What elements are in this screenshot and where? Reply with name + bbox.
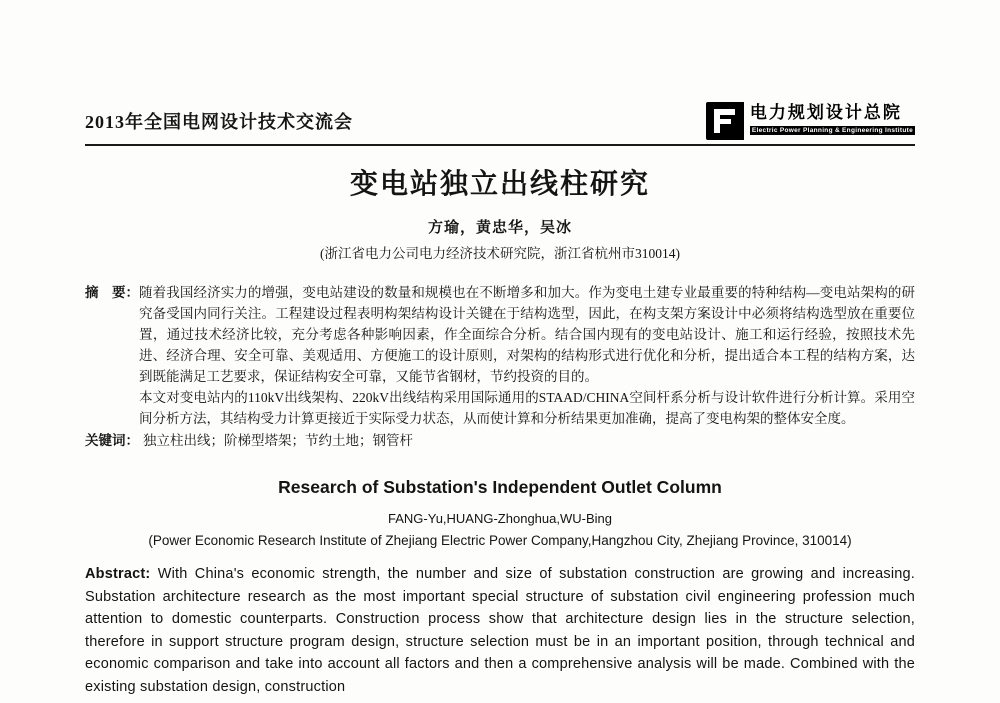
institute-logo — [706, 102, 915, 140]
paper-title-en: Research of Substation's Independent Outlet Column — [278, 477, 722, 497]
abstract-en — [85, 563, 915, 698]
keywords-cn-label: 关键词： — [85, 433, 139, 448]
keywords-cn — [85, 430, 915, 451]
paper-title-cn: 变电站独立出线柱研究 — [349, 168, 650, 199]
abstract-cn-body — [139, 282, 915, 429]
logo-text — [750, 102, 915, 135]
abstract-en-text: With China's economic strength, the number and size of substation construction are growing and increasing. Substation architecture research as the most important special structure of substation civil engineering profession much attention to domestic counterparts. Construction process show that architecture design lies in the structure selection, therefore in support structure program design, structure selection must be in an important position, through technical and economic comparison and take into account all factors and then a comprehensive analysis will be made. Combined with the existing substation design, construction — [85, 566, 916, 695]
affiliation-cn: (浙江省电力公司电力经济技术研究院，浙江省杭州市310014) — [320, 246, 680, 261]
keywords-cn-text: 独立柱出线；阶梯型塔架；节约土地；钢管杆 — [143, 433, 413, 448]
logo-name-en: Electric Power Planning & Engineering Institute — [751, 127, 913, 135]
conference-title: 2013年全国电网设计技术交流会 — [85, 112, 353, 132]
logo-name-cn: 电力规划设计总院 — [749, 103, 902, 122]
epp-logo-icon — [706, 102, 744, 140]
affiliation-en: (Power Economic Research Institute of Zhejiang Electric Power Company,Hangzhou City, Zhejiang Province, 310014) — [148, 533, 852, 548]
abstract-cn-paragraph-2: 本文对变电站内的110kV出线架构、220kV出线结构采用国际通用的STAAD/CHINA空间杆系分析与设计软件进行分析计算。采用空间分析方法，其结构受力计算更接近于实际受力状态，从而使计算和分析结果更加准确，提高了变电构架的整体安全度。 — [139, 390, 915, 426]
authors-cn: 方瑜，黄忠华，吴冰 — [427, 220, 572, 236]
abstract-cn — [85, 282, 915, 429]
header-divider — [85, 144, 915, 146]
authors-en: FANG-Yu,HUANG-Zhonghua,WU-Bing — [388, 511, 612, 526]
abstract-cn-label: 摘 要： — [85, 285, 139, 300]
abstract-en-label: Abstract: — [85, 566, 151, 582]
page-header — [85, 102, 915, 140]
abstract-cn-paragraph-1: 随着我国经济实力的增强，变电站建设的数量和规模也在不断增多和加大。作为变电土建专业最重要的特种结构—变电站架构的研究备受国内同行关注。工程建设过程表明构架结构设计关键在于结构选型，因此，在构支架方案设计中必须将结构选型放在重要位置，通过技术经济比较，充分考虑各种影响因素，作全面综合分析。结合国内现有的变电站设计、施工和运行经验，按照技术先进、经济合理、安全可靠、美观适用、方便施工的设计原则，对架构的结构形式进行优化和分析，提出适合本工程的结构方案，达到既能满足工艺要求，保证结构安全可靠，又能节省钢材，节约投资的目的。 — [139, 285, 915, 384]
